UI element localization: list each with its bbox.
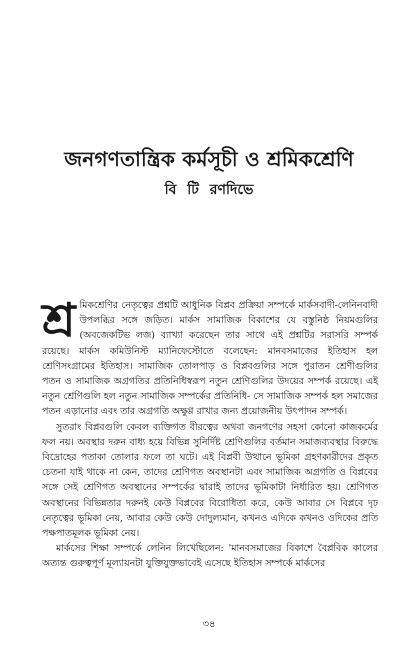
paragraph-2: সুতরাং বিপ্লবগুলি কেবল ব্যক্তিগত বীরত্বের অথবা জনগণের সহসা কোনো কাজকর্মের ফল নয়। অবস্থার দরুন বাধ্য হয়ে বিভিন্ন সুনির্দিষ্ট শ্রেণিগুলির বর্তমান সমাজব্যবস্থার বিরুদ্ধে বিদ্রোহের পতাকা তোলার ফলে তা ঘটে। এই বিপ্লবী উত্থানে ভূমিকা গ্রহণকারীদের প্রকৃত চেতনা যাই থাকে না কেন, তাদের শ্রেণিগত অবস্থানটা এবং সামাজিক অগ্রগতি ও বিপ্লবের সঙ্গে সেই শ্রেণিগত অবস্থানের সম্পর্কের দ্বারাই তাদের ভূমিকাটা নির্ধারিত হয়। শ্রেণিগত অবস্থানের বিভিন্নতার দরুনই কেউ বিপ্লবের বিরোধিতা করে, কেউ আবার সে বিপ্লবে দৃঢ় নেতৃত্বের ভূমিকা নেয়, আবার কেউ কেউ দোদুল্যমান, কখনও এদিকে কখনও ওদিকের প্রতি পক্ষপাতমূলক ভূমিকা নেয়। <box>42 421 378 540</box>
chapter-title: জনগণতান্ত্রিক কর্মসূচী ও শ্রমিকশ্রেণি <box>64 147 354 171</box>
page-number: ৩৪ <box>202 619 216 630</box>
paragraph-1 <box>42 293 378 420</box>
article-body <box>42 293 378 572</box>
paragraph-3: মার্কসের শিক্ষা সম্পর্কে লেনিন লিখেছিলেন: 'মানবসমাজের বিকাশে বৈপ্লবিক কালের অত্যন্ত গুরুত্বপূর্ণ মূল্যায়নটা যুক্তিযুক্তভাবেই এসেছে ইতিহাস সম্পর্কে মার্কসের <box>42 543 378 570</box>
paragraph-1-text: মিকশ্রেণির নেতৃত্বের প্রশ্নটি আধুনিক বিপ্লব প্রক্রিয়া সম্পর্কে মার্কসবাদী-লেনিনবাদী উপলব্ধির সঙ্গে জড়িত। মার্কস সামাজিক বিকাশের যে বস্তুনিষ্ঠ নিয়মগুলির (অবজেকটিভ লজ) ব্যাখ্যা করেছেন তার সাথে এই প্রশ্নটির সরাসরি সম্পর্ক রয়েছে। মার্কস কমিউনিস্ট ম্যানিফেস্টোতে বলেছেন: মানবসমাজের ইতিহাস হল শ্রেণিসংগ্রামের ইতিহাস। সামাজিক তোলপাড় ও বিপ্লবগুলির সঙ্গে পুরাতন শ্রেণীগুলির পতন ও সামাজিক অগ্রগতির প্রতিনিধিস্বরূপ নতুন শ্রেণিগুলির উদয়ের সম্পর্ক রয়েছে। এই নতুন শ্রেণিগুলি হল নতুন সামাজিক সম্পর্কের প্রতিনিধি- সে সামাজিক সম্পর্ক হল সমাজের পতন এড়ানোর এবং তার অগ্রগতি অক্ষুণ্ণ রাখার জন্য প্রয়োজনীয় উৎপাদন সম্পর্ক। <box>42 300 378 418</box>
author-name: বি টি রণদিভে <box>164 182 254 198</box>
drop-cap: শ্র <box>42 293 76 347</box>
